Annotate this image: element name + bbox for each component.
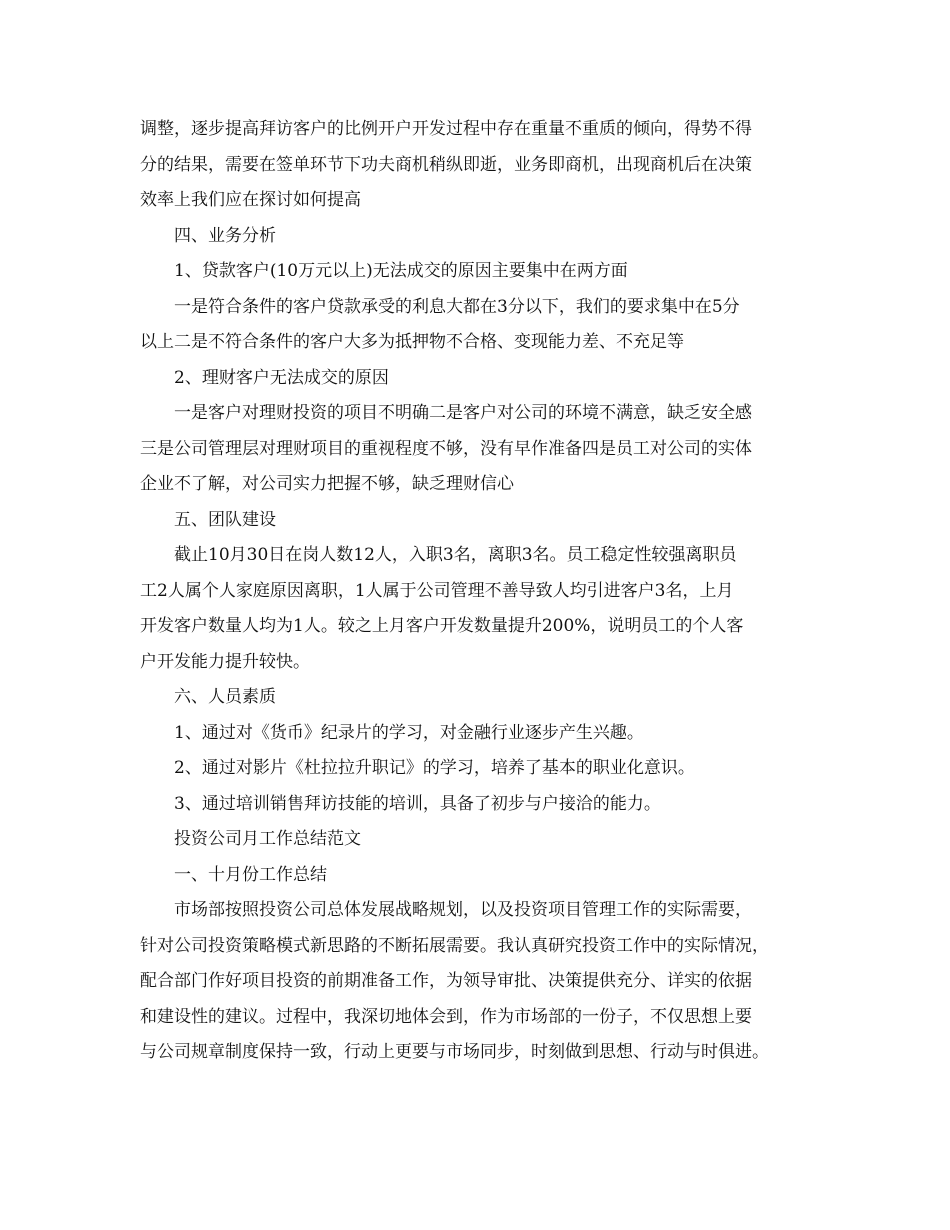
paragraph-line: 效率上我们应在探讨如何提高 bbox=[140, 190, 361, 210]
document-body bbox=[140, 112, 825, 1071]
paragraph-line: 和建设性的建议。过程中，我深切地体会到，作为市场部的一份子，不仅思想上要 bbox=[140, 1006, 752, 1027]
paragraph-line: 与公司规章制度保持一致，行动上更要与市场同步，时刻做到思想、行动与时俱进。 bbox=[140, 1042, 769, 1062]
paragraph-line: 针对公司投资策略模式新思路的不断拓展需要。我认真研究投资工作中的实际情况， bbox=[140, 935, 769, 956]
paragraph-line: 企业不了解，对公司实力把握不够，缺乏理财信心 bbox=[140, 474, 514, 494]
paragraph-line: 一是客户对理财投资的项目不明确二是客户对公司的环境不满意，缺乏安全感 bbox=[174, 403, 752, 423]
subheading-loan-customers: 1、贷款客户(10万元以上)无法成交的原因主要集中在两方面 bbox=[174, 261, 628, 281]
paragraph-line: 开发客户数量人均为1人。较之上月客户开发数量提升200%，说明员工的个人客 bbox=[140, 616, 744, 636]
section-heading-team-building: 五、团队建设 bbox=[174, 509, 276, 530]
paragraph-line: 三是公司管理层对理财项目的重视程度不够，没有早作准备四是员工对公司的实体 bbox=[140, 438, 752, 459]
paragraph-line: 分的结果，需要在签单环节下功夫商机稍纵即逝，业务即商机，出现商机后在决策 bbox=[140, 154, 752, 175]
paragraph-line: 户开发能力提升较快。 bbox=[140, 651, 310, 672]
paragraph-line: 以上二是不符合条件的客户大多为抵押物不合格、变现能力差、不充足等 bbox=[140, 332, 684, 352]
section-heading-personnel-quality: 六、人员素质 bbox=[174, 687, 276, 707]
section-heading-october-summary: 一、十月份工作总结 bbox=[174, 864, 327, 885]
list-item: 3、通过培训销售拜访技能的培训，具备了初步与户接洽的能力。 bbox=[174, 793, 661, 814]
paragraph-line: 一是符合条件的客户贷款承受的利息大都在3分以下，我们的要求集中在5分 bbox=[174, 296, 740, 317]
list-item: 1、通过对《货币》纪录片的学习，对金融行业逐步产生兴趣。 bbox=[174, 722, 644, 743]
list-item: 2、通过对影片《杜拉拉升职记》的学习，培养了基本的职业化意识。 bbox=[174, 758, 695, 778]
document-title: 投资公司月工作总结范文 bbox=[174, 829, 361, 849]
section-heading-business-analysis: 四、业务分析 bbox=[174, 225, 276, 246]
subheading-wealth-customers: 2、理财客户无法成交的原因 bbox=[174, 367, 389, 388]
paragraph-line: 工2人属个人家庭原因离职，1人属于公司管理不善导致人均引进客户3名，上月 bbox=[140, 580, 734, 601]
paragraph-line: 调整，逐步提高拜访客户的比例开户开发过程中存在重量不重质的倾向，得势不得 bbox=[140, 119, 752, 139]
paragraph-line: 市场部按照投资公司总体发展战略规划，以及投资项目管理工作的实际需要， bbox=[174, 900, 752, 920]
paragraph-line: 配合部门作好项目投资的前期准备工作，为领导审批、决策提供充分、详实的依据 bbox=[140, 971, 752, 991]
paragraph-line: 截止10月30日在岗人数12人，入职3名，离职3名。员工稳定性较强离职员 bbox=[174, 545, 737, 565]
